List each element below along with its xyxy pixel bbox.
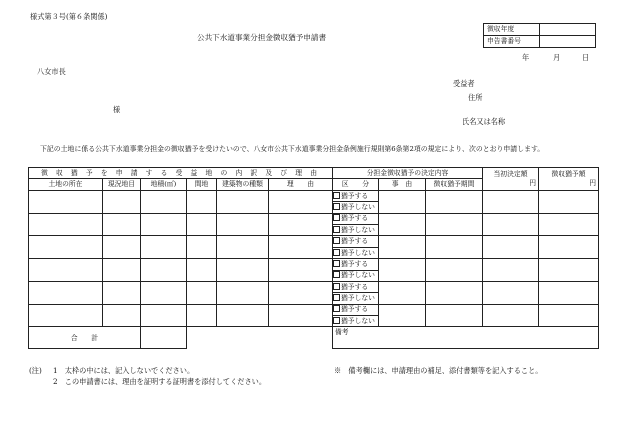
meta-box xyxy=(483,23,596,48)
option-defer[interactable] xyxy=(333,281,379,292)
cell-period xyxy=(426,259,483,282)
cell-location[interactable] xyxy=(29,213,103,236)
col-area: 地積(㎡) xyxy=(141,179,187,190)
cell-building[interactable] xyxy=(217,304,269,327)
cell-deferred-amount xyxy=(539,281,599,304)
checkbox-defer[interactable] xyxy=(333,283,340,290)
option-no-defer[interactable] xyxy=(333,224,379,235)
option-no-defer-label: 猶予しない xyxy=(341,202,375,211)
cell-deferred-amount xyxy=(539,190,599,213)
deferred-amount-header xyxy=(539,168,599,191)
checkbox-no-defer[interactable] xyxy=(333,317,340,324)
table-row xyxy=(29,213,599,224)
cell-reason[interactable] xyxy=(269,304,333,327)
table-row xyxy=(29,281,599,292)
col-location: 土地の所在 xyxy=(29,179,103,190)
addressee-suffix: 様 xyxy=(113,105,121,114)
initial-amount-yen: 円 xyxy=(529,178,537,187)
cell-matter xyxy=(379,236,426,259)
date-year: 年 xyxy=(522,53,530,62)
cell-deferred-amount xyxy=(539,213,599,236)
option-no-defer[interactable] xyxy=(333,270,379,281)
cell-area[interactable] xyxy=(141,213,187,236)
cell-reason[interactable] xyxy=(269,213,333,236)
cell-frontage[interactable] xyxy=(187,190,217,213)
name-label: 氏名又は名称 xyxy=(462,117,506,126)
cell-initial-amount xyxy=(483,304,539,327)
applicant-label: 受益者 xyxy=(453,79,475,88)
option-defer-label: 猶予する xyxy=(341,259,369,268)
cell-deferred-amount xyxy=(539,259,599,282)
collection-year-field[interactable] xyxy=(540,24,596,36)
initial-amount-label: 当初決定額 xyxy=(493,170,528,179)
cell-location[interactable] xyxy=(29,281,103,304)
cell-matter xyxy=(379,304,426,327)
cell-initial-amount xyxy=(483,259,539,282)
cell-area[interactable] xyxy=(141,190,187,213)
option-no-defer-label: 猶予しない xyxy=(341,248,375,257)
cell-building[interactable] xyxy=(217,281,269,304)
option-defer[interactable] xyxy=(333,259,379,270)
spacer xyxy=(217,327,269,349)
remarks-label: 備考 xyxy=(335,328,349,337)
cell-reason[interactable] xyxy=(269,259,333,282)
cell-matter xyxy=(379,190,426,213)
cell-reason[interactable] xyxy=(269,236,333,259)
cell-period xyxy=(426,281,483,304)
checkbox-defer[interactable] xyxy=(333,305,340,312)
cell-frontage[interactable] xyxy=(187,281,217,304)
deferred-amount-yen: 円 xyxy=(589,178,597,187)
option-defer-label: 猶予する xyxy=(341,191,369,200)
cell-area[interactable] xyxy=(141,259,187,282)
option-defer-label: 猶予する xyxy=(341,214,369,223)
cell-period xyxy=(426,213,483,236)
checkbox-no-defer[interactable] xyxy=(333,203,340,210)
cell-land-type[interactable] xyxy=(103,281,141,304)
note-1: 1 太枠の中には、記入しないでください。 xyxy=(53,366,195,375)
cell-land-type[interactable] xyxy=(103,236,141,259)
cell-reason[interactable] xyxy=(269,190,333,213)
remarks-cell[interactable] xyxy=(333,327,599,349)
col-building: 建築物の種類 xyxy=(217,179,269,190)
cell-matter xyxy=(379,281,426,304)
col-frontage: 間地 xyxy=(187,179,217,190)
cell-matter xyxy=(379,259,426,282)
option-defer[interactable] xyxy=(333,190,379,201)
cell-frontage[interactable] xyxy=(187,236,217,259)
checkbox-defer[interactable] xyxy=(333,214,340,221)
collection-year-label: 徴収年度 xyxy=(484,24,540,36)
cell-building[interactable] xyxy=(217,213,269,236)
cell-initial-amount xyxy=(483,190,539,213)
date-month: 月 xyxy=(553,53,561,62)
option-no-defer[interactable] xyxy=(333,202,379,213)
form-number: 様式第３号(第６条関係) xyxy=(30,12,108,21)
cell-area[interactable] xyxy=(141,304,187,327)
col-reason: 理 由 xyxy=(269,179,333,190)
table-row xyxy=(29,259,599,270)
deferred-amount-label: 徴収猶予額 xyxy=(551,170,586,179)
checkbox-no-defer[interactable] xyxy=(333,226,340,233)
option-no-defer[interactable] xyxy=(333,316,379,327)
spacer xyxy=(187,327,217,349)
col-period: 徴収猶予期間 xyxy=(426,179,483,190)
cell-building[interactable] xyxy=(217,236,269,259)
cell-initial-amount xyxy=(483,236,539,259)
cell-period xyxy=(426,304,483,327)
cell-land-type[interactable] xyxy=(103,259,141,282)
table-row xyxy=(29,236,599,247)
address-label: 住所 xyxy=(468,93,483,102)
cell-initial-amount xyxy=(483,281,539,304)
option-defer[interactable] xyxy=(333,304,379,315)
page-title: 公共下水道事業分担金徴収猶予申請書 xyxy=(197,33,327,42)
total-area[interactable] xyxy=(141,327,187,349)
note-2: 2 この申請書には、理由を証明する証明書を添付してください。 xyxy=(53,377,267,386)
table-row xyxy=(29,304,599,315)
cell-area[interactable] xyxy=(141,281,187,304)
table-row xyxy=(29,190,599,201)
cell-location[interactable] xyxy=(29,259,103,282)
spacer xyxy=(269,327,333,349)
cell-frontage[interactable] xyxy=(187,213,217,236)
date-day: 日 xyxy=(582,53,590,62)
option-defer-label: 猶予する xyxy=(341,305,369,314)
initial-amount-header xyxy=(483,168,539,191)
option-no-defer-label: 猶予しない xyxy=(341,271,375,280)
statement: 下記の土地に係る公共下水道事業分担金の徴収猶予を受けたいので、八女市公共下水道事業分担金条例施行規則第6条第2項の規定により、次のとおり申請します。 xyxy=(40,145,545,153)
cell-land-type[interactable] xyxy=(103,304,141,327)
report-number-label: 申告書番号 xyxy=(484,36,540,48)
checkbox-defer[interactable] xyxy=(333,237,340,244)
col-matter: 事 由 xyxy=(379,179,426,190)
addressee: 八女市長 xyxy=(37,67,66,76)
option-defer[interactable] xyxy=(333,213,379,224)
option-defer[interactable] xyxy=(333,236,379,247)
option-no-defer[interactable] xyxy=(333,293,379,304)
cell-location[interactable] xyxy=(29,236,103,259)
option-no-defer[interactable] xyxy=(333,247,379,258)
cell-frontage[interactable] xyxy=(187,259,217,282)
report-number-field[interactable] xyxy=(540,36,596,48)
option-defer-label: 猶予する xyxy=(341,237,369,246)
option-no-defer-label: 猶予しない xyxy=(341,294,375,303)
checkbox-defer[interactable] xyxy=(333,260,340,267)
total-label: 合 計 xyxy=(29,327,141,349)
option-no-defer-label: 猶予しない xyxy=(341,316,375,325)
cell-reason[interactable] xyxy=(269,281,333,304)
cell-building[interactable] xyxy=(217,259,269,282)
cell-land-type[interactable] xyxy=(103,190,141,213)
note-3: ※ 備考欄には、申請理由の補足、添付書類等を記入すること。 xyxy=(334,366,543,375)
checkbox-no-defer[interactable] xyxy=(333,249,340,256)
cell-period xyxy=(426,190,483,213)
option-no-defer-label: 猶予しない xyxy=(341,225,375,234)
cell-period xyxy=(426,236,483,259)
cell-location[interactable] xyxy=(29,190,103,213)
decision-header: 分担金徴収猶予の決定内容 xyxy=(333,168,483,179)
checkbox-no-defer[interactable] xyxy=(333,271,340,278)
cell-land-type[interactable] xyxy=(103,213,141,236)
note-prefix: (注) xyxy=(29,366,42,375)
cell-building[interactable] xyxy=(217,190,269,213)
cell-frontage[interactable] xyxy=(187,304,217,327)
cell-initial-amount xyxy=(483,213,539,236)
application-table xyxy=(28,167,599,349)
checkbox-no-defer[interactable] xyxy=(333,294,340,301)
cell-matter xyxy=(379,213,426,236)
cell-area[interactable] xyxy=(141,236,187,259)
option-defer-label: 猶予する xyxy=(341,282,369,291)
cell-deferred-amount xyxy=(539,304,599,327)
col-land-type: 現況地目 xyxy=(103,179,141,190)
cell-location[interactable] xyxy=(29,304,103,327)
checkbox-defer[interactable] xyxy=(333,192,340,199)
left-header: 徴 収 猶 予 を 申 請 す る 受 益 地 の 内 訳 及 び 理 由 xyxy=(29,168,333,179)
cell-deferred-amount xyxy=(539,236,599,259)
col-category: 区 分 xyxy=(333,179,379,190)
